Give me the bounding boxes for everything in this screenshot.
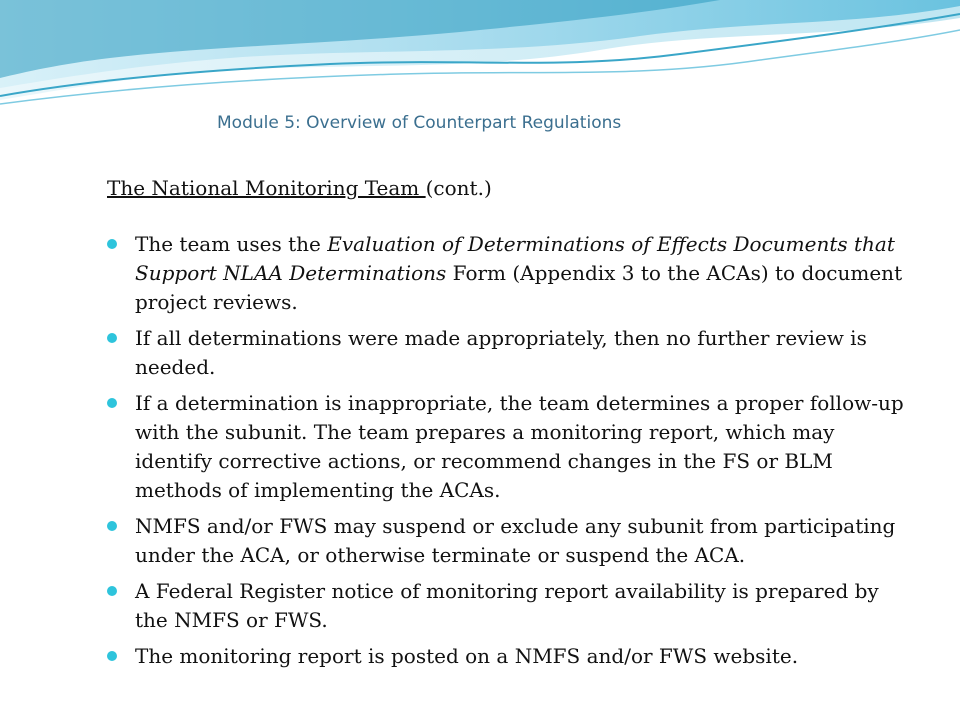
- bullet-dot-icon: [107, 239, 117, 249]
- module-title: Module 5: Overview of Counterpart Regulations: [217, 113, 622, 133]
- slide-heading: [107, 176, 492, 200]
- bullet-text: If all determinations were made appropriately, then no further review is needed.: [135, 326, 867, 379]
- bullet-item: [107, 324, 907, 382]
- bullet-form-title: Evaluation of Determinations of Effects Documents that Support NLAA Determinations: [135, 232, 895, 285]
- bullet-text: The monitoring report is posted on a NMFS and/or FWS website.: [135, 644, 799, 668]
- bullet-item: [107, 230, 907, 317]
- bullet-dot-icon: [107, 651, 117, 661]
- bullet-list: [107, 230, 907, 678]
- header-wave-decoration: [0, 0, 960, 110]
- bullet-text-before: The team uses the: [135, 232, 328, 256]
- bullet-item: [107, 389, 907, 505]
- bullet-text: A Federal Register notice of monitoring report availability is prepared by the NMFS or FWS.: [135, 579, 879, 632]
- bullet-item: [107, 512, 907, 570]
- bullet-dot-icon: [107, 333, 117, 343]
- bullet-text-after: Form (Appendix 3 to the ACAs) to document project reviews.: [135, 261, 903, 314]
- bullet-dot-icon: [107, 586, 117, 596]
- bullet-item: [107, 642, 907, 671]
- bullet-text: If a determination is inappropriate, the team determines a proper follow-up with the subunit. The team prepares a monitoring report, which may identify corrective actions, or recommend changes in the FS or BLM methods of implementing the ACAs.: [135, 391, 904, 502]
- bullet-text: NMFS and/or FWS may suspend or exclude any subunit from participating under the ACA, or otherwise terminate or suspend the ACA.: [135, 514, 896, 567]
- bullet-dot-icon: [107, 521, 117, 531]
- bullet-dot-icon: [107, 398, 117, 408]
- bullet-item: [107, 577, 907, 635]
- heading-underlined: The National Monitoring Team: [107, 176, 426, 200]
- heading-suffix: (cont.): [425, 176, 492, 200]
